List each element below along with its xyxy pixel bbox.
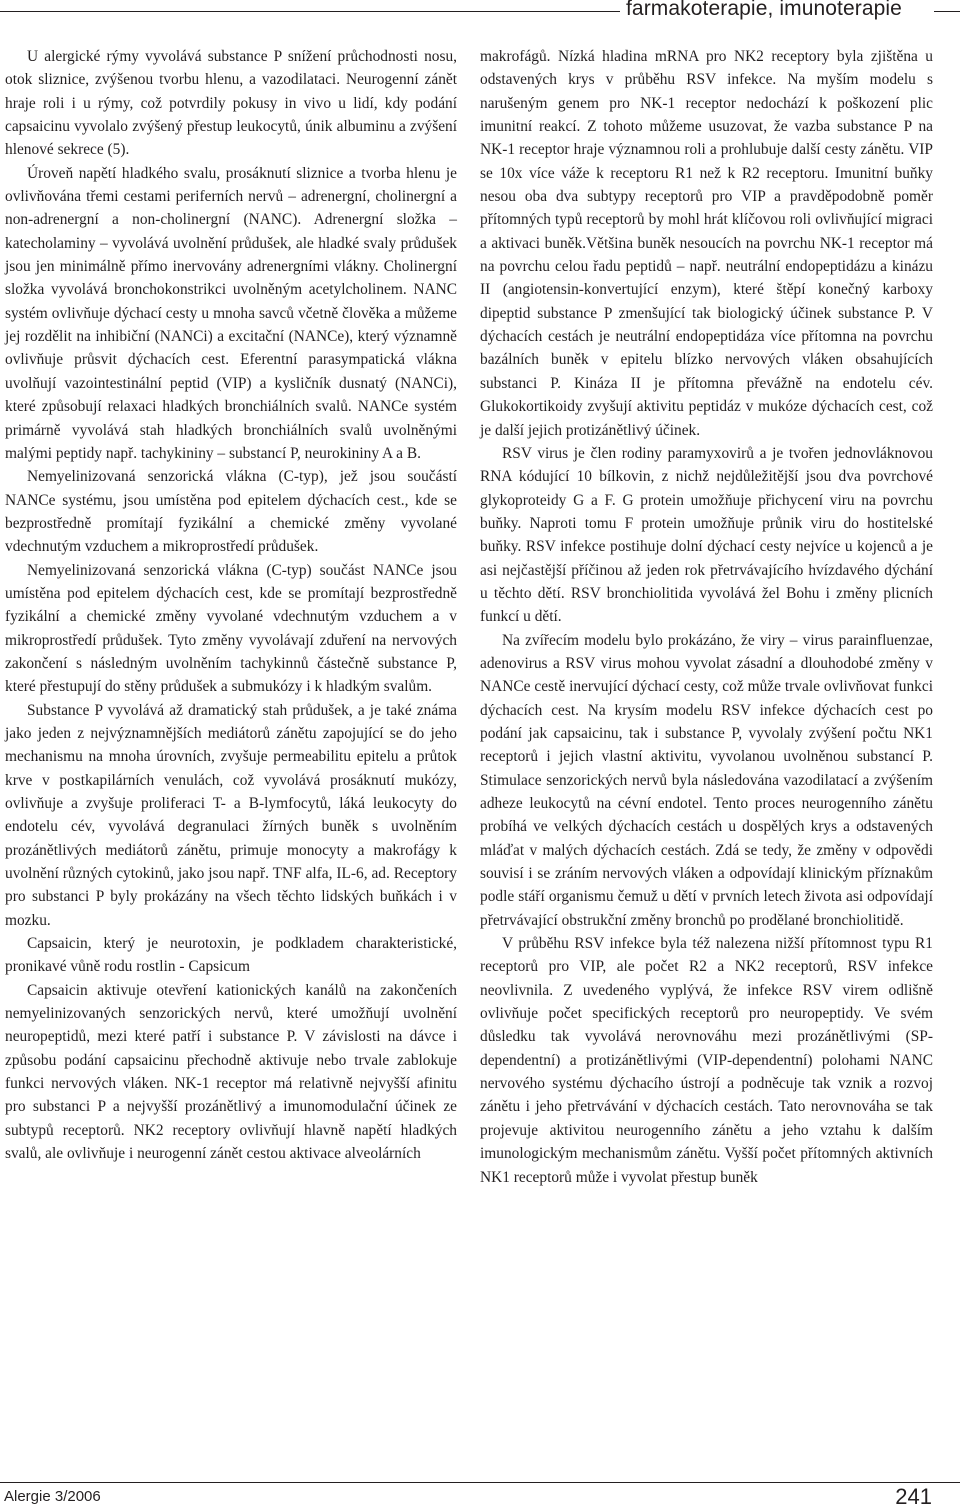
paragraph: Capsaicin aktivuje otevření kationických kanálů na zakončeních nemyelinizovaných senzorických nervů, které umožňují uvolnění neuropeptidů, mezi které patří i substance P. V závislosti na dávce i způsobu podání capsaicinu přechodně aktivuje nebo trvale zablokuje funkci nervových vláken. NK-1 receptor má relativně nejvyšší afinitu pro substanci P a nejvyšší prozánětlivý a imunomodulační účinek ze subtypů receptorů. NK2 receptory ovlivňují hlavně napětí hladkých svalů, ale ovlivňuje i neurogenní zánět cestou aktivace alveolárních xyxy=(5,981,457,1163)
paragraph: V průběhu RSV infekce byla též nalezena nižší přítomnost typu R1 receptorů pro VIP, ale počet R2 a NK2 receptorů, RSV infekce neovlivnila. Z uvedeného vyplývá, že infekce RSV virem odlišně ovlivňuje počet specifických receptorů pro neuropeptidy. Ve svém důsledku tak vyvolává nerovnováhu mezi prozánětlivými (SP-dependentní) a protizánětlivými (VIP-dependentní) polohami NANC nervového systému dýchacího ústrojí a podněcuje tak vznik a rozvoj zánětu i jeho přetrvávání v dýchacích cestách. Tato nerovnováha se tak projevuje aktivitou neurogenního zánětu a jeho vztahu k dalším imunologickým mechanismům zánětu. Vyšší počet přítomných aktivních NK1 receptorů může i vyvolat přestup buněk xyxy=(480,935,933,1186)
left-column xyxy=(5,45,457,1166)
paragraph: makrofágů. Nízká hladina mRNA pro NK2 receptory byla zjištěna u odstavených krys v průběhu RSV infekce. Na myším modelu s narušeným genem pro NK-1 receptor nedochází k poškození plic imunitní reakcí. Z tohoto můžeme usuzovat, že vazba substance P na NK-1 receptor hraje významnou roli a prohlubuje další cesty zánětu. VIP se 10x více váže k receptoru R1 než k R2 receptoru. Imunitní buňky nesou oba dva subtypy receptorů pro VIP a pravděpodobně poměr přítomných typů receptorů by mohl hrát klíčovou roli ovlivňující migraci a aktivaci buněk.Většina buněk nesoucích na povrchu NK-1 receptor má na povrchu celou řadu peptidů – např. neutrální endopeptidázu a kinázu II (angiotensin-konvertující enzym), které štěpí konečný karboxy dipeptid substance P zmenšující tak biologický účinek substance P. V dýchacích cestách je neutrální endopeptidáza více přítomna na povrchu bazálních buněk v epitelu blízko nervových vláken obsahujících substanci P. Kináza II je přítomna převážně na endotelu cév. Glukokortikoidy zvyšují aktivitu peptidáz v mukóze dýchacích cest, což je další jejich protizánětlivý účinek. xyxy=(480,48,933,439)
header-rule-left xyxy=(0,11,620,12)
right-column xyxy=(480,45,933,1189)
header-rule-right xyxy=(934,11,960,12)
paragraph: RSV virus je člen rodiny paramyxovirů a je tvořen jednovláknovou RNA kódující 10 bílkovin, z nichž nejdůležitější jsou dva povrchové glykoproteidy G a F. G protein umožňuje přichycení viru na povrchu buňky. Naproti tomu F protein umožňuje průnik viru do hostitelské buňky. RSV infekce postihuje dolní dýchací cesty nejvíce u kojenců a je asi nejčastější příčinou až jeden rok přetrvávajícího hvízdavého dýchání u těchto dětí. RSV bronchiolitida vyvolává žel Bohu i změny plicních funkcí u dětí. xyxy=(480,444,933,626)
paragraph: Capsaicin, který je neurotoxin, je podkladem charakteristické, pronikavé vůně rodu rostlin - Capsicum xyxy=(5,935,457,976)
paragraph: Nemyelinizovaná senzorická vlákna (C-typ), jež jsou součástí NANCe systému, jsou umístěna pod epitelem dýchacích cest., kde se bezprostředně promítají fyzikální a chemické změny vyvolané vdechnutým vzduchem a mikroprostředí průdušek. xyxy=(5,468,457,556)
paragraph: Substance P vyvolává až dramatický stah průdušek, a je také známa jako jeden z nejvýznamnějších mediátorů zánětu zapojující se do jeho mechanismu na mnoha úrovních, zvyšuje permeabilitu epitelu a průtok krve v postkapilárních venulách, což vyvolává prosáknutí mukózy, ovlivňuje a zvyšuje proliferaci T- a B-lymfocytů, láká leukocyty do endotelu cév, vyvolává degranulaci žírných buněk s uvolněním prozánětlivých mediátorů zánětu, primuje monocyty a makrofágy k uvolnění různých cytokinů, jako jsou např. TNF alfa, IL-6, ad. Receptory pro substanci P byly prokázány na všech těchto lidských buňkách i v mozku. xyxy=(5,701,457,929)
footer-rule xyxy=(0,1482,960,1483)
paragraph: Na zvířecím modelu bylo prokázáno, že viry – virus parainfluenzae, adenovirus a RSV virus mohou vyvolat zásadní a dlouhodobé změny v NANCe cestě inervující dýchací cesty, což může trvale ovlivňovat funkci dýchacích cest. Na krysím modelu RSV infekce dýchacích cest po podání jak capsaicinu, tak i substance P, vyvolaly zvýšení počtu NK1 receptorů i jejich vlastní aktivitu, vyvolanou uvolněnou substancí P. Stimulace senzorických nervů byla následována vazodilatací a zvýšením adheze leukocytů na cévní endotel. Tento proces neurogenního zánětu probíhá ve velkých dýchacích cestách u dospělých krys a odstavených mláďat v malých dýchacích cestách. Zdá se tedy, že změny v odpovědi souvisí i se zráním nervových vláken a odpovídají klinickým příznakům podle stáří organismu čemuž u dětí v prvních letech života asi odpovídají přetrvávající obstrukční změny bronchů po prodělané bronchiolitidě. xyxy=(480,631,933,929)
paragraph: Nemyelinizovaná senzorická vlákna (C-typ) součást NANCe jsou umístěna pod epitelem dýchacích cest, kde se promítají bezprostředně fyzikální a chemické změny vyvolané vdechnutým vzduchem a v mikroprostředí průdušek. Tyto změny vyvolávají zduření na nervových zakončení s následným uvolněním tachykinnů částečně substance P, které přestupují do stěny průdušek a submukózy i k hladkým svalům. xyxy=(5,561,457,696)
section-title: farmakoterapie, imunoterapie xyxy=(626,0,902,20)
page-number: 241 xyxy=(895,1484,932,1509)
paragraph: Úroveň napětí hladkého svalu, prosáknutí sliznice a tvorba hlenu je ovlivňována třemi cestami periferních nervů – adrenergní, cholinergní a non-adrenergní a non-cholinergní (NANC). Adrenergní složka – katecholaminy – vyvolává uvolnění průdušek, ale hladké svaly průdušek jsou jen minimálně přímo inervovány adrenergními vlákny. Cholinergní složka vyvolává bronchokonstrikci uvolněným acetylcholinem. NANC systém ovlivňuje dýchací cesty u mnoha savců včetně člověka a můžeme jej rozdělit na inhibiční (NANCi) a excitační (NANCe), který významně ovlivňuje průsvit dýchacích cest. Eferentní parasympatická vlákna uvolňují vazointestinální peptid (VIP) a kysličník dusnatý (NANCi), které způsobují relaxaci hladkých bronchiálních svalů. NANCe systém primárně vyvolává stah hladkých bronchiálních svalů uvolněnými malými peptidy např. tachykininy – substancí P, neurokininy A a B. xyxy=(5,164,457,462)
paragraph: U alergické rýmy vyvolává substance P snížení průchodnosti nosu, otok sliznice, zvýšenou tvorbu hlenu, a vazodilataci. Neurogenní zánět hraje roli i u rýmy, což potvrdily pokusy in vivo u lidí, kdy podání capsaicinu vyvolalo zvýšený přestup leukocytů, únik albuminu a zvýšení hlenové sekrece (5). xyxy=(5,48,457,159)
journal-issue: Alergie 3/2006 xyxy=(4,1488,101,1505)
